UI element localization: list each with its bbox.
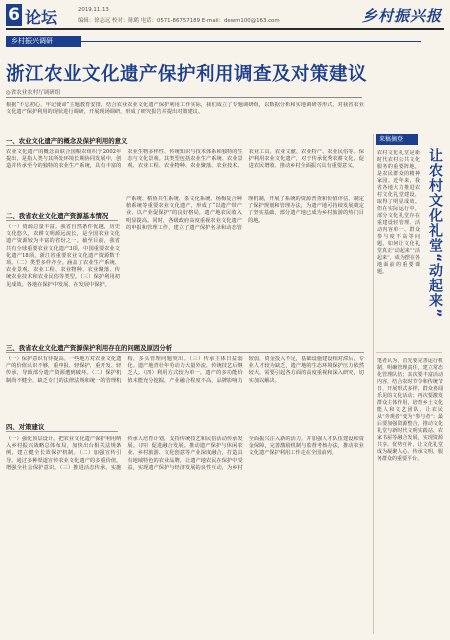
section-3-rule (6, 352, 364, 353)
sidebar-column (373, 134, 445, 634)
sidebar-body: 农村文化礼堂是新时代农村公共文化服务的重要阵地，是农民群众的精神家园。近年来，我省各地大力推进农村文化礼堂建设，取得了明显成效。但在实际运行中，部分文化礼堂存在重建设轻管理、活动内容单一、群众参与度不高等问题。如何让文化礼堂真正“动起来”“活起来”，成为摆在各地面前的重要课题。 (377, 150, 420, 275)
sidebar-body-continued: 笔者认为，首先要完善运行机制，明确管理责任，建立常态化管理队伍；其次要丰富活动内容，结合农时节令和传统节日，开展形式多样、群众喜闻乐见的文化活动；再次要激发群众主体作用，培育乡土文化能人和文艺团队，让农民从“旁观者”变为“参与者”；最后要加强资源整合，推动文化礼堂与新时代文明实践站、农家书屋等融合发展，实现资源共享、优势互补，让文化礼堂成为凝聚人心、传承文明、服务群众的重要平台。 (377, 358, 443, 462)
headline: 浙江农业文化遗产保护利用调查及对策建议 (6, 64, 368, 85)
headline-rule (6, 97, 362, 98)
issue-date: 2019.11.13 (78, 7, 109, 13)
column-tag: 乡村振兴调研 (6, 36, 81, 47)
intro-paragraph: 根据“不忘初心、牢记使命”主题教育安排，结合农业农业文化遗产保护利用工作实际，我们成立了专题调研组，以数据分析和实地调研等形式，对我省农业文化遗产保护利用的现状进行调研，开展现场调研，形成了研究报告并提出对策建议。 (6, 102, 364, 116)
sidebar-title: 让农村文化礼堂“动起来” (427, 148, 443, 319)
section-1-title: 一、农业文化遗产的概念及保护利用的意义 (6, 137, 128, 145)
byline: ◎省农业农村厅调研组 (6, 90, 61, 96)
editor-line: 编辑：徐志远 校对：陈鹤 电话：0571-86757189 E-mail：dewm100@163.com (78, 18, 280, 24)
section-3-body: （一）保护意识有待提高。一些地方对农业文化遗产的价值认识不够，重申报、轻保护，重开发、轻传承，导致部分遗产资源遭到破坏。（二）保护机制尚不健全。缺乏专门的法律法规和统一的管理机构，多头管理问题突出。（三）传承主体日益弱化。遗产地青壮年劳动力大量外流，传统技艺后继乏人。（四）利用方式较为单一。遗产的多功能价值未能充分挖掘，产业融合程度不高，品牌影响力较弱，资金投入不足，基础设施建设相对滞后，专业人才较为缺乏，遗产地的生态环境保护压力依然较大，需要引起各方面的高度重视和深入研究，切实加以解决。 (6, 356, 364, 384)
column-tag-rule (81, 41, 421, 42)
section-2-title: 二、我省农业文化遗产资源基本情况 (6, 212, 109, 220)
paper-name: 乡村振兴报 (361, 7, 442, 25)
section-2-continued: 产系统、稻鱼共生系统、茶文化系统、杨梅复合种植系统等重要农业文化遗产，形成了“以遗产带产业、以产业促保护”的良好格局，遗产地农民收入明显提高。同时，各级政府高度重视农业文化遗产的申报和管理工作，建立了遗产保护名录和动态管理机制，开展了系统的资源普查和价值评估，制定了保护规划和管理办法，为遗产地可持续发展奠定了坚实基础，部分遗产地已成为乡村旅游的热门目的地。 (126, 196, 364, 231)
section-4-title: 四、对策建议 (6, 423, 45, 431)
section-1-rule (6, 145, 118, 146)
section-1-body: 农业文化遗产的概念由联合国粮农组织于2002年提出，是指人类与其所处环境长期协同发展中，创造并传承至今的独特的农业生产系统，具有丰富的农业生物多样性、传统知识与技术体系和独特的生态与文化景观。其类型包括农业生产系统、农业景观、农业工程、农业物种、农业聚落、农业技术、农业工具、农业文献、农业特产、农业民俗等。保护利用农业文化遗产，对于传承优秀农耕文化、促进农民增收、推动乡村全面振兴具有重要意义。 (6, 149, 364, 170)
page-number: 6 (6, 4, 22, 26)
section-4-body: （一）强化顶层设计。把农业文化遗产保护利用纳入乡村振兴战略总体布局，加快出台相关法规条例，建立健全长效保护机制。（二）加强宣传引导。通过多种渠道宣传农业文化遗产的多重价值，增强全社会保护意识。（三）推进活态传承。实施传承人培育计划，支持传统技艺和民俗活动传承发展。（四）促进融合发展。推动遗产保护与休闲农业、乡村旅游、文化创意等产业深度融合，打造具有地域特色的农业品牌，让遗产地农民在保护中受益，实现遗产保护与经济发展的良性互动，为乡村全面振兴注入新的活力，并加强人才队伍建设和资金保障，完善激励机制与监督考核办法，推动农业文化遗产保护利用工作走在全国前列。 (6, 436, 364, 471)
section-2-rule (6, 220, 118, 221)
masthead (6, 4, 444, 30)
sidebar-header: 来稿摘登 (376, 134, 418, 145)
sidebar-separator (376, 352, 442, 353)
section-2-body: （一）资源总量丰富。我省自然条件优越，历史文化悠久，农耕文明源远流长，是全国农业文化遗产资源较为丰富的省份之一。截至目前，我省共有全球重要农业文化遗产3项，中国重要农业文化遗产18项，浙江省重要农业文化遗产资源数千项。（二）类型多样齐全。涵盖了农业生产系统、农业景观、农业工程、农业物种、农业聚落、传统农业技术和农业民俗等类型。（三）保护利用初见成效。各地在保护中发展、在发展中保护。 (6, 224, 120, 288)
section-3-title: 三、我省农业文化遗产资源保护利用存在的问题及原因分析 (6, 344, 173, 352)
section-name: 论坛 (25, 8, 58, 27)
section-4-rule (6, 431, 118, 432)
